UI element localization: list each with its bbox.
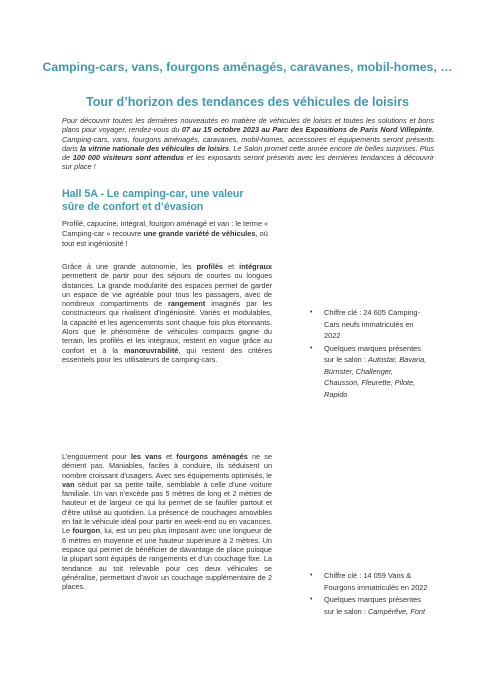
intro-text: . Le Salon promet cette année encore de belles surprises. Plus de — [62, 143, 434, 163]
paragraph-bold: les vans — [130, 452, 162, 461]
paragraph-text: et — [161, 452, 177, 461]
paragraph-bold: intégraux — [239, 262, 273, 271]
list-item: • Chiffre clé : 14 059 Vans & Fourgons immatriculés en 2022 — [310, 570, 430, 593]
list-item-text: Quelques marques présentes sur le salon : — [324, 595, 421, 616]
paragraph-camping-car-types — [62, 219, 272, 249]
list-item — [310, 594, 430, 617]
page-subtitle: Tour d’horizon des tendances des véhicules de loisirs — [85, 95, 410, 109]
paragraph-bold: fourgons aménagés — [176, 452, 248, 461]
intro-dates: 07 au 15 octobre 2023 au Parc des Expositions de Paris Nord Villepinte — [181, 125, 432, 135]
paragraph-bold: profilés — [196, 262, 223, 271]
list-item-text: Quelques marques présentes sur le salon : — [324, 343, 421, 364]
paragraph-bold: manœuvrabilité — [124, 345, 179, 355]
brand-list: Campérêve, Font — [367, 606, 426, 616]
list-item — [310, 343, 430, 401]
paragraph-text: et — [222, 262, 240, 271]
paragraph-text: Grâce à une grande autonomie, les — [62, 262, 197, 271]
paragraph-text: L’engouement pour — [62, 452, 131, 461]
paragraph-bold: van — [62, 479, 75, 489]
paragraph-text: , lui, est un peu plus imposant avec une longueur de 6 mètres en moyenne et une hauteur supérieure à 2 mètres. Un espace qui permet de bénéficier de davantage de place puisque la plupart sont équipés de rangements et d’un couchage fixe. La tendance au toit relevable pour ces deux véhicules se généralise, permettant d’avoir un couchage supplémentaire de 2 places. — [62, 526, 272, 592]
paragraph-bold: rangement — [168, 299, 206, 309]
intro-paragraph — [62, 116, 434, 172]
paragraph-profiles-integraux — [62, 262, 272, 364]
key-figures-list-camping-cars — [310, 307, 430, 401]
brand-list: Autostar, Bavaria, Bürnster, Challenger, Chausson, Fleurette, Pilote, Rapido — [324, 355, 427, 399]
key-figures-list-vans — [310, 570, 430, 618]
intro-text: Pour découvrir toutes les dernières nouveautés en matière de véhicules de loisirs et toutes les solutions et bons plans pour voyager, rendez-vous du — [62, 116, 434, 135]
intro-text: . Camping-cars, vans, fourgons aménagés, caravanes, mobil-homes, accessoires et équipements seront présents dans — [62, 125, 435, 153]
paragraph-text: ne se dément pas. Maniables, faciles à conduire, ils séduisent un nombre croissant d’usagers. Avec ses équipements optimisés, le — [62, 452, 272, 480]
list-item: • Chiffre clé : 24 605 Camping-Cars neufs immatriculés en 2022 — [310, 307, 430, 342]
paragraph-text: Profilé, capucine, intégral, fourgon aménagé et van : le terme « Camping-car » recouvre — [62, 219, 269, 238]
paragraph-text: imaginés par les constructeurs qui rivalisent d’ingéniosité. Variés et modulables, la capacité et les agencements sont chaque fois plus étonnants. Alors que le phénomène de véhicules compacts gagne du terrain, les profilés et les intégraux, restent en vogue grâce au confort et à la — [62, 299, 272, 355]
paragraph-bold: fourgon — [72, 526, 101, 536]
paragraph-text: , qui restent des critères essentiels pour les utilisateurs de camping-cars. — [62, 345, 272, 364]
page-title: Camping-cars, vans, fourgons aménagés, caravanes, mobil-homes, … — [42, 60, 453, 74]
paragraph-vans-fourgons — [62, 452, 272, 591]
paragraph-text: , où tout est ingéniosité ! — [62, 229, 268, 248]
intro-text: et les exposants seront présents avec les dernières tendances à découvrir sur place ! — [62, 153, 434, 172]
section-heading-hall-5a: Hall 5A - Le camping-car, une valeur sûre de confort et d’évasion — [62, 188, 244, 213]
intro-visitors: 100 000 visiteurs sont attendus — [72, 153, 184, 163]
paragraph-text: séduit par sa petite taille, semblable à celle d’une voiture familiale. Un van n’excède pas 5 mètres de long et 2 mètres de hauteur et de largeur ce qui lui permet de se faufiler partout et d’être utilisé au quotidien. La présence de couchages amovibles en fait le véhicule idéal pour partir en week-end ou en vacances. Le — [62, 479, 272, 536]
paragraph-text: permettent de partir pour des séjours de courtes ou longues distances. La grande modularité des espaces permet de garder un espace de vie agréable pour tous les passagers, avec de nombreux compartiments de — [62, 271, 272, 309]
paragraph-bold: une grande variété de véhicules — [143, 229, 256, 238]
intro-highlight: la vitrine nationale des véhicules de loisirs — [80, 143, 230, 153]
